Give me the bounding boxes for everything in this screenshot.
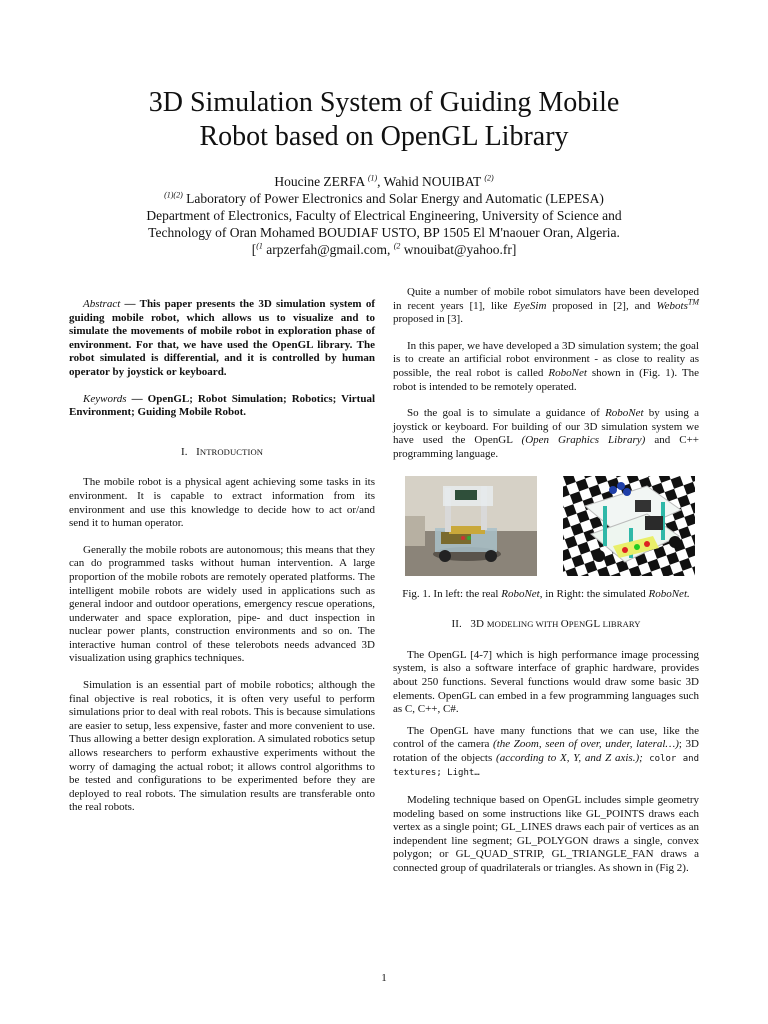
real-robot-photo [405,476,537,576]
email-2: wnouibat@yahoo.fr] [403,242,517,257]
section-heading-modeling: II. 3D MODELING WITH OPENGL LIBRARY [451,618,641,631]
author-emails: [$^{(1}$ arpzerfah@gmail.com, $^{(2}$ wnouibat@yahoo.fr] [251,241,517,257]
paper-goal-paragraph: In this paper, we have developed a 3D simulation system; the goal is to create an artificial robot environment - as close to reality as possible, the real robot is called RoboNet shown in (Fig. 1). The robot is intended to be remotely operated. [393,339,699,393]
simulated-robot-render [563,476,695,576]
opengl-paragraph-1: The OpenGL [4-7] which is high performance image processing system, is also a software interface of graphic hardware, provides about 250 functions. Several functions would draw some basic 3D elements. OpenGL can embed in a few programming languages such as C, C++, C#. [393,648,699,716]
intro-paragraph-2: Generally the mobile robots are autonomous; this means that they can do programmed tasks without human intervention. A large proportion of the mobile robots are remotely operated platforms. The intelligent mobile robots are widely used in applications such as general indoor and outdoor operations, emergency rescue operations, underwater and space exploration, pipe- and duct inspection in nuclear power plants, construction environments and so on. The interactive human control of these telerobots needs advanced 3D visualization using graphics techniques. [69,543,375,665]
intro-paragraph-1: The mobile robot is a physical agent achieving some tasks in its environment. It is capable to extract information from its environment and use this knowledge to decide how to act or/and send it to human operator. [69,476,375,530]
figure-1 [393,476,699,584]
intro-paragraph-3: Simulation is an essential part of mobile robotics; although the final objective is real robotics, it is often very useful to perform simulations prior to deal with real robots. This is because simulations are easier to setup, less expensive, faster and more convenient to use. Thus allowing a better design exploration. A simulated robotics setup allows researchers to perform exhaustive experiments without the worry of damaging the actual robot; it allows control algorithms to be tested and configurations to be experimented before they are deployed to real robots. The simulation results are transferable onto the real robots. [69,679,375,814]
guidance-paragraph: So the goal is to simulate a guidance of RoboNet by using a joystick or keyboard. For building of our 3D simulation system we have used the OpenGL (Open Graphics Library) and C++ programming language. [393,407,699,460]
email-1: arpzerfah@gmail.com, [266,242,394,257]
section-heading-introduction: I. INTRODUCTION [180,445,264,458]
real-robot-photo-drawing [405,476,537,576]
author-block [60,173,708,258]
page-number: 1 [381,972,387,984]
figure-1-caption: Fig. 1. In left: the real RoboNet, in Right: the simulated RoboNet. [402,587,690,600]
left-column [69,298,375,815]
simulators-paragraph: Quite a number of mobile robot simulators have been developed in recent years [1], like EyeSim proposed in [2], and Webots™ proposed in [3]. [393,286,699,326]
opengl-paragraph-2: The OpenGL have many functions that we can use, like the control of the camera (the Zoom, seen of over, under, lateral…); 3D rotation of the objects (according to X, Y, and Z axis.); color and textures; Light… [393,724,700,779]
title-line-1: 3D Simulation System of Guiding Mobile [148,87,620,118]
author-names: Houcine ZERFA $^{(1)}$, Wahid NOUIBAT $^{(2)}$ [274,173,494,189]
keywords: Keywords — OpenGL; Robot Simulation; Robotics; Virtual Environment; Guiding Mobile Robot. [69,392,375,419]
right-column [393,286,699,876]
affiliation-line-3: Technology of Oran Mohamed BOUDIAF USTO, BP 1505 El M'naouer Oran, Algeria. [148,225,620,240]
title-line-2: Robot based on OpenGL Library [199,121,569,152]
paper-title [80,86,688,154]
abstract: Abstract — This paper presents the 3D simulation system of guiding mobile robot, which allows us to visualize and to simulate the movements of mobile robot in exploration phase of environment. For that, we have used the OpenGL library. The robot simulated is differential, and it is controlled by human operator by joystick or keyboard. [69,298,375,378]
affiliation-line-1: $^{(1)(2)}$ Laboratory of Power Electronics and Solar Energy and Automatic (LEPESA) [164,190,604,206]
opengl-paragraph-3: Modeling technique based on OpenGL includes simple geometry modeling based on some instructions like GL_POINTS draws each vertex as a single point; GL_LINES draws each pair of vertices as an independent line segment; GL_POLYGON draws a single, convex polygon; or GL_QUAD_STRIP, GL_TRIANGLE_FAN draws a connected group of quadrilaterals or triangles. As shown in (Fig 2). [393,794,699,875]
affiliation-line-2: Department of Electronics, Faculty of Electrical Engineering, University of Science and [146,208,622,223]
simulated-robot-drawing [563,476,695,576]
